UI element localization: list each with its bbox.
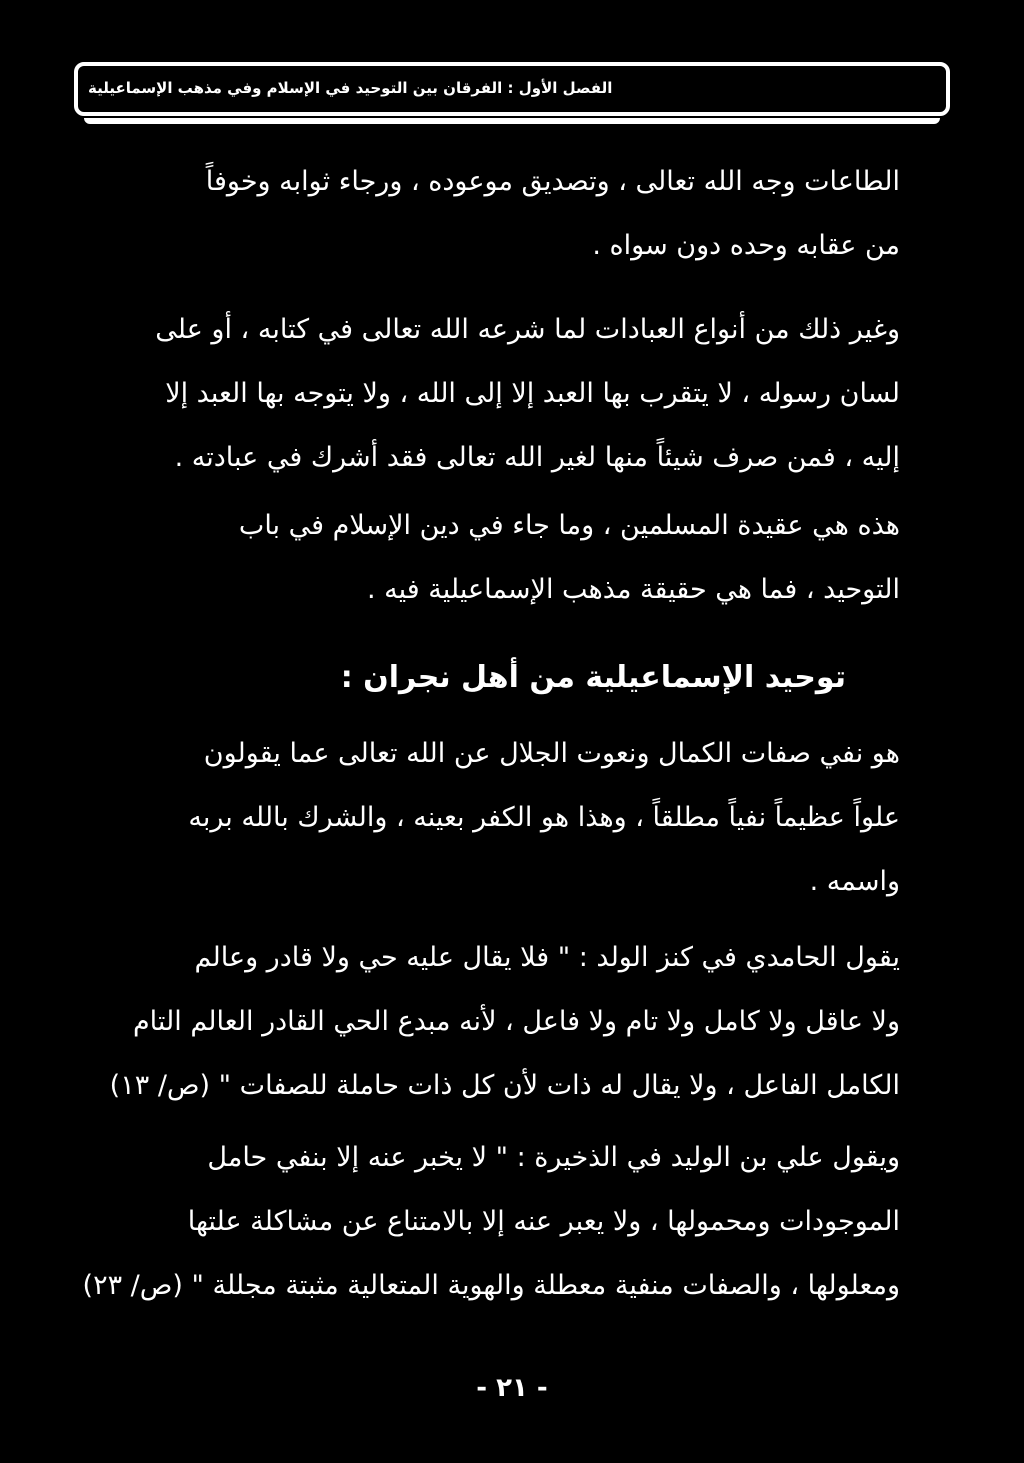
running-header [74, 62, 950, 116]
text-line: الموجودات ومحمولها ، ولا يعبر عنه إلا بالامتناع عن مشاكلة علتها [187, 1206, 900, 1237]
text-line: ويقول علي بن الوليد في الذخيرة : " لا يخبر عنه إلا بنفي حامل [207, 1142, 900, 1173]
text-line: هو نفي صفات الكمال ونعوت الجلال عن الله تعالى عما يقولون [203, 738, 900, 769]
paragraph-2 [120, 298, 900, 490]
text-line: واسمه . [809, 866, 900, 897]
paragraph-3 [120, 494, 900, 622]
page-number: - ٢١ - [476, 1373, 548, 1403]
text-line: وغير ذلك من أنواع العبادات لما شرعه الله تعالى في كتابه ، أو على [155, 314, 900, 345]
text-line: الكامل الفاعل ، ولا يقال له ذات لأن كل ذات حاملة للصفات " (ص/ ١٣) [109, 1070, 900, 1101]
text-line: ومعلولها ، والصفات منفية معطلة والهوية المتعالية مثبتة مجللة " (ص/ ٢٣) [82, 1270, 900, 1301]
section-heading: توحيد الإسماعيلية من أهل نجران : [340, 660, 846, 695]
text-line: ولا عاقل ولا كامل ولا تام ولا فاعل ، لأنه مبدع الحي القادر العالم التام [132, 1006, 900, 1037]
text-line: من عقابه وحده دون سواه . [592, 230, 900, 261]
text-line: هذه هي عقيدة المسلمين ، وما جاء في دين الإسلام في باب [238, 510, 900, 541]
section-paragraph-2 [109, 926, 900, 1118]
text-line: علواً عظيماً نفياً مطلقاً ، وهذا هو الكفر بعينه ، والشرك بالله بربه [188, 802, 900, 833]
text-line: الطاعات وجه الله تعالى ، وتصديق موعوده ، ورجاء ثوابه وخوفاً [205, 166, 900, 197]
section-paragraph-1 [120, 722, 900, 914]
text-line: التوحيد ، فما هي حقيقة مذهب الإسماعيلية فيه . [367, 574, 900, 605]
text-line: إليه ، فمن صرف شيئاً منها لغير الله تعالى فقد أشرك في عبادته . [174, 442, 900, 473]
text-line: لسان رسوله ، لا يتقرب بها العبد إلا إلى الله ، ولا يتوجه بها العبد إلا [165, 378, 900, 409]
paragraph-1 [120, 150, 900, 278]
section-paragraph-3 [82, 1126, 900, 1318]
header-title: الفصل الأول : الفرقان بين التوحيد في الإسلام وفي مذهب الإسماعيلية [88, 79, 613, 97]
text-line: يقول الحامدي في كنز الولد : " فلا يقال عليه حي ولا قادر وعالم [194, 942, 900, 973]
